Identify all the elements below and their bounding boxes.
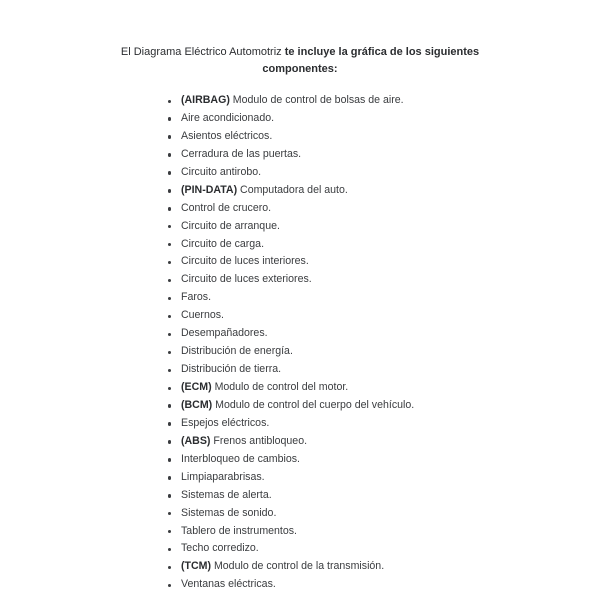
item-text: Modulo de control del motor. [214, 381, 349, 393]
item-text: Espejos eléctricos. [181, 416, 270, 429]
bullet-icon [168, 404, 171, 407]
item-code: (BCM) [181, 398, 213, 411]
item-text: Techo corredizo. [181, 542, 259, 555]
bullet-icon [168, 566, 171, 569]
item-text: Circuito de luces exteriores. [181, 273, 312, 286]
list-item [168, 236, 414, 254]
item-text: Modulo de control de bolsas de aire. [232, 94, 404, 106]
item-text: Control de crucero. [181, 201, 272, 214]
item-text: Modulo de control de la transmisión. [213, 560, 385, 573]
components-list [168, 92, 414, 594]
list-item [168, 379, 414, 397]
list-item [168, 397, 414, 415]
list-item [168, 505, 414, 523]
bullet-icon [168, 584, 171, 587]
list-item [168, 361, 414, 379]
item-text: Sistemas de sonido. [181, 506, 277, 519]
bullet-icon [168, 279, 171, 282]
bullet-icon [168, 189, 171, 192]
list-item [168, 146, 414, 164]
bullet-icon [168, 117, 171, 120]
bullet-icon [168, 225, 171, 228]
list-item [168, 451, 414, 469]
item-text: Circuito de arranque. [181, 219, 280, 232]
list-item [168, 164, 414, 182]
item-text: Faros. [181, 291, 212, 304]
item-text: Frenos antibloqueo. [213, 434, 308, 447]
list-item [168, 128, 414, 146]
bullet-icon [168, 422, 171, 425]
item-text: Distribución de energía. [181, 345, 293, 358]
bullet-icon [168, 243, 171, 246]
item-text: Interbloqueo de cambios. [181, 452, 300, 465]
intro-plain-text: El Diagrama Eléctrico Automotriz [120, 46, 282, 58]
list-item [168, 218, 414, 236]
item-text: Computadora del auto. [240, 183, 348, 196]
bullet-icon [168, 171, 171, 174]
list-item [168, 415, 414, 433]
list-item [168, 558, 414, 576]
intro-paragraph [100, 44, 500, 78]
item-code: (PIN-DATA) [181, 183, 238, 196]
list-item [168, 110, 414, 128]
item-text: Limpiaparabrisas. [181, 470, 265, 483]
item-code: (TCM) [181, 560, 212, 573]
bullet-icon [168, 297, 171, 300]
item-text: Circuito antirobo. [181, 165, 262, 178]
list-item [168, 433, 414, 451]
item-text: Sistemas de alerta. [181, 488, 272, 501]
list-item [168, 307, 414, 325]
intro-bold-text: te incluye la gráfica de los siguientes componentes: [262, 46, 480, 75]
bullet-icon [168, 333, 171, 336]
list-item [168, 182, 414, 200]
item-text: Aire acondicionado. [181, 111, 275, 124]
item-code: (ECM) [181, 381, 212, 393]
bullet-icon [168, 369, 171, 372]
item-text: Circuito de carga. [181, 237, 265, 250]
item-text: Tablero de instrumentos. [181, 524, 298, 537]
item-code: (ABS) [181, 434, 211, 447]
item-text: Circuito de luces interiores. [181, 255, 309, 268]
bullet-icon [168, 458, 171, 461]
bullet-icon [168, 387, 171, 390]
bullet-icon [168, 135, 171, 138]
bullet-icon [168, 440, 171, 443]
item-text: Cuernos. [181, 309, 224, 322]
item-text: Asientos eléctricos. [181, 129, 273, 142]
bullet-icon [168, 261, 171, 264]
list-item [168, 200, 414, 218]
item-text: Cerradura de las puertas. [181, 147, 302, 160]
list-item [168, 523, 414, 541]
list-item [168, 325, 414, 343]
item-text: Ventanas eléctricas. [181, 578, 276, 591]
bullet-icon [168, 476, 171, 479]
list-item [168, 469, 414, 487]
bullet-icon [168, 153, 171, 156]
list-item [168, 343, 414, 361]
list-item [168, 271, 414, 289]
bullet-icon [168, 351, 171, 354]
list-item [168, 540, 414, 558]
list-item [168, 576, 414, 594]
item-text: Modulo de control del cuerpo del vehículo. [215, 398, 415, 411]
item-code: (AIRBAG) [181, 94, 230, 106]
bullet-icon [168, 494, 171, 497]
bullet-icon [168, 548, 171, 551]
bullet-icon [168, 512, 171, 515]
bullet-icon [168, 207, 171, 210]
list-item [168, 92, 414, 110]
list-item [168, 289, 414, 307]
list-item [168, 487, 414, 505]
bullet-icon [168, 315, 171, 318]
item-text: Desempañadores. [181, 327, 268, 340]
bullet-icon [168, 530, 171, 533]
item-text: Distribución de tierra. [181, 363, 282, 376]
list-item [168, 253, 414, 271]
bullet-icon [168, 100, 171, 103]
